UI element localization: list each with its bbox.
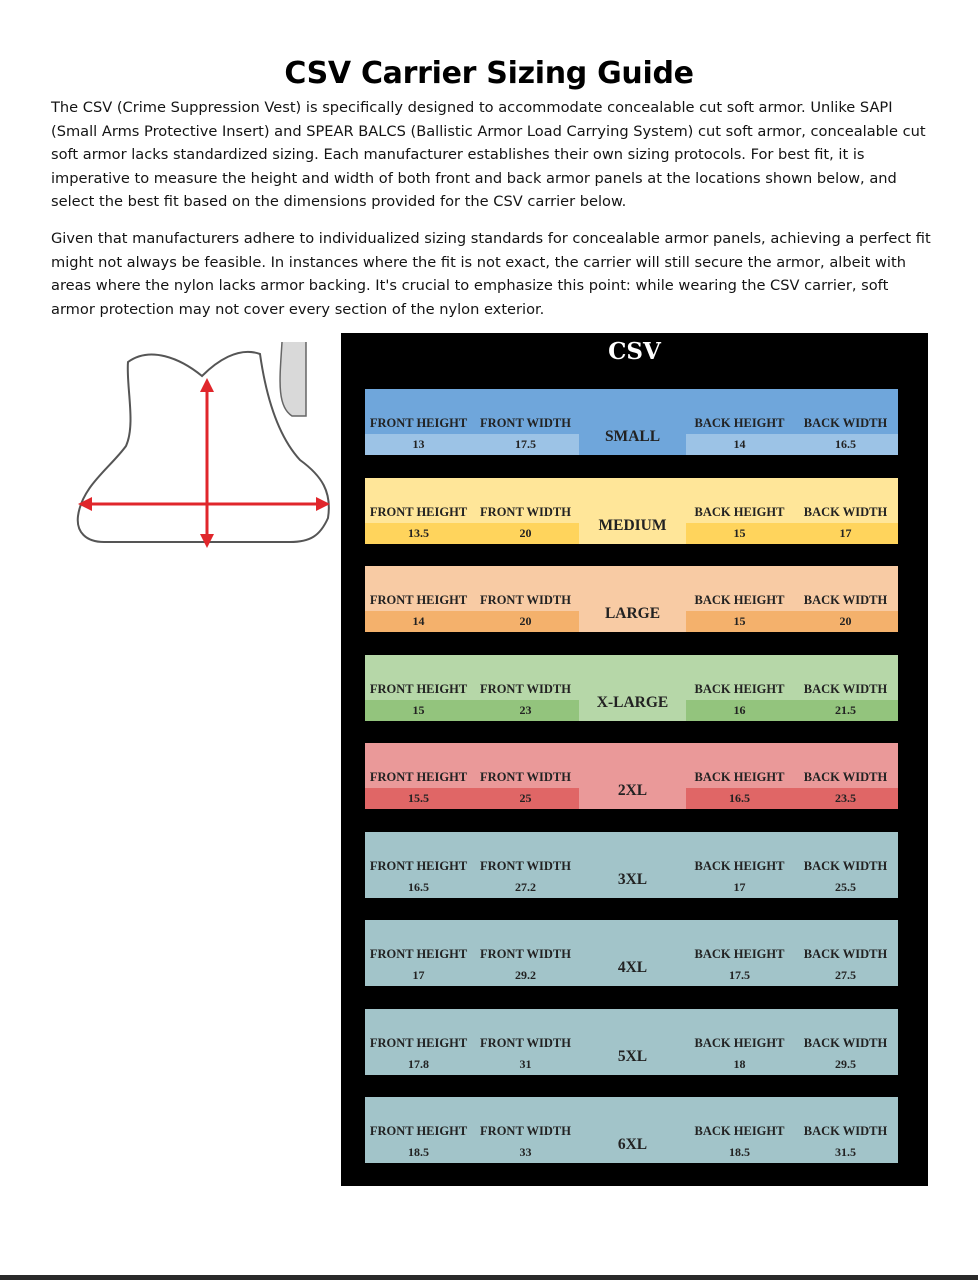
- back-width-label: BACK WIDTH: [793, 566, 898, 611]
- size-row: [365, 743, 898, 809]
- csv-size-chart: [341, 333, 928, 1186]
- front-height-value: 13: [365, 434, 472, 455]
- front-height-value: 15: [365, 700, 472, 721]
- size-name: 2XL: [579, 743, 686, 809]
- back-height-label: BACK HEIGHT: [686, 478, 793, 523]
- page-bottom-border: [0, 1275, 978, 1280]
- front-height-value: 18.5: [365, 1142, 472, 1163]
- size-name: SMALL: [579, 389, 686, 455]
- size-row: [365, 655, 898, 721]
- front-width-label: FRONT WIDTH: [472, 389, 579, 434]
- front-height-label: FRONT HEIGHT: [365, 1097, 472, 1142]
- size-row: [365, 832, 898, 898]
- front-height-value: 17.8: [365, 1054, 472, 1075]
- back-height-label: BACK HEIGHT: [686, 389, 793, 434]
- front-width-label: FRONT WIDTH: [472, 655, 579, 700]
- front-width-value: 33: [472, 1142, 579, 1163]
- back-height-label: BACK HEIGHT: [686, 655, 793, 700]
- back-width-label: BACK WIDTH: [793, 832, 898, 877]
- back-width-value: 29.5: [793, 1054, 898, 1075]
- size-name: X-LARGE: [579, 655, 686, 721]
- front-height-label: FRONT HEIGHT: [365, 566, 472, 611]
- front-height-value: 13.5: [365, 523, 472, 544]
- size-name: 3XL: [579, 832, 686, 898]
- back-width-value: 27.5: [793, 965, 898, 986]
- front-height-label: FRONT HEIGHT: [365, 655, 472, 700]
- size-row: [365, 478, 898, 544]
- back-width-value: 31.5: [793, 1142, 898, 1163]
- front-width-label: FRONT WIDTH: [472, 920, 579, 965]
- front-width-label: FRONT WIDTH: [472, 566, 579, 611]
- front-width-value: 23: [472, 700, 579, 721]
- armor-panel-measurement-diagram: [70, 336, 338, 558]
- front-height-label: FRONT HEIGHT: [365, 478, 472, 523]
- page-title: CSV Carrier Sizing Guide: [284, 56, 694, 91]
- back-width-value: 23.5: [793, 788, 898, 809]
- back-width-value: 16.5: [793, 434, 898, 455]
- back-width-label: BACK WIDTH: [793, 478, 898, 523]
- fit-note-paragraph: Given that manufacturers adhere to individualized sizing standards for concealable armor panels, achieving a perfect fit might not always be feasible. In instances where the fit is not exact, the carrier will still secure the armor, albeit with areas where the nylon lacks armor backing. It's crucial to emphasize this point: while wearing the CSV carrier, soft armor protection may not cover every section of the nylon exterior.: [51, 230, 931, 318]
- back-height-value: 16.5: [686, 788, 793, 809]
- back-width-label: BACK WIDTH: [793, 743, 898, 788]
- back-width-label: BACK WIDTH: [793, 1009, 898, 1054]
- back-height-label: BACK HEIGHT: [686, 920, 793, 965]
- front-width-label: FRONT WIDTH: [472, 478, 579, 523]
- back-height-value: 16: [686, 700, 793, 721]
- back-height-value: 17: [686, 877, 793, 898]
- front-width-value: 20: [472, 611, 579, 632]
- front-height-label: FRONT HEIGHT: [365, 389, 472, 434]
- front-height-value: 16.5: [365, 877, 472, 898]
- front-width-value: 29.2: [472, 965, 579, 986]
- back-height-label: BACK HEIGHT: [686, 832, 793, 877]
- size-row: [365, 920, 898, 986]
- front-height-label: FRONT HEIGHT: [365, 920, 472, 965]
- front-height-value: 14: [365, 611, 472, 632]
- front-width-value: 17.5: [472, 434, 579, 455]
- back-panel-edge: [280, 342, 306, 416]
- back-height-label: BACK HEIGHT: [686, 1009, 793, 1054]
- front-width-value: 20: [472, 523, 579, 544]
- size-row: [365, 1009, 898, 1075]
- front-width-label: FRONT WIDTH: [472, 1097, 579, 1142]
- back-height-label: BACK HEIGHT: [686, 1097, 793, 1142]
- front-height-label: FRONT HEIGHT: [365, 1009, 472, 1054]
- back-height-value: 18: [686, 1054, 793, 1075]
- front-height-label: FRONT HEIGHT: [365, 832, 472, 877]
- size-name: 4XL: [579, 920, 686, 986]
- size-name: 6XL: [579, 1097, 686, 1163]
- front-width-label: FRONT WIDTH: [472, 743, 579, 788]
- back-width-value: 20: [793, 611, 898, 632]
- front-width-label: FRONT WIDTH: [472, 1009, 579, 1054]
- size-name: MEDIUM: [579, 478, 686, 544]
- size-name: LARGE: [579, 566, 686, 632]
- back-height-label: BACK HEIGHT: [686, 566, 793, 611]
- back-width-value: 17: [793, 523, 898, 544]
- front-height-label: FRONT HEIGHT: [365, 743, 472, 788]
- back-height-value: 17.5: [686, 965, 793, 986]
- front-width-label: FRONT WIDTH: [472, 832, 579, 877]
- back-width-label: BACK WIDTH: [793, 1097, 898, 1142]
- front-height-value: 17: [365, 965, 472, 986]
- back-width-label: BACK WIDTH: [793, 655, 898, 700]
- front-height-value: 15.5: [365, 788, 472, 809]
- size-row: [365, 566, 898, 632]
- back-width-label: BACK WIDTH: [793, 920, 898, 965]
- front-width-value: 27.2: [472, 877, 579, 898]
- back-height-value: 18.5: [686, 1142, 793, 1163]
- back-height-value: 14: [686, 434, 793, 455]
- back-height-label: BACK HEIGHT: [686, 743, 793, 788]
- size-name: 5XL: [579, 1009, 686, 1075]
- intro-paragraph: The CSV (Crime Suppression Vest) is specifically designed to accommodate concealable cut soft armor. Unlike SAPI (Small Arms Protective Insert) and SPEAR BALCS (Ballistic Armor Load Carrying System) cut soft armor, concealable cut soft armor lacks standardized sizing. Each manufacturer establishes their own sizing protocols. For best fit, it is imperative to measure the height and width of both front and back armor panels at the locations shown below, and select the best fit based on the dimensions provided for the CSV carrier below.: [51, 99, 926, 210]
- back-height-value: 15: [686, 611, 793, 632]
- front-width-value: 25: [472, 788, 579, 809]
- back-width-value: 25.5: [793, 877, 898, 898]
- size-row: [365, 389, 898, 455]
- back-width-label: BACK WIDTH: [793, 389, 898, 434]
- chart-title: CSV: [608, 338, 661, 365]
- back-width-value: 21.5: [793, 700, 898, 721]
- back-height-value: 15: [686, 523, 793, 544]
- size-row: [365, 1097, 898, 1163]
- front-width-value: 31: [472, 1054, 579, 1075]
